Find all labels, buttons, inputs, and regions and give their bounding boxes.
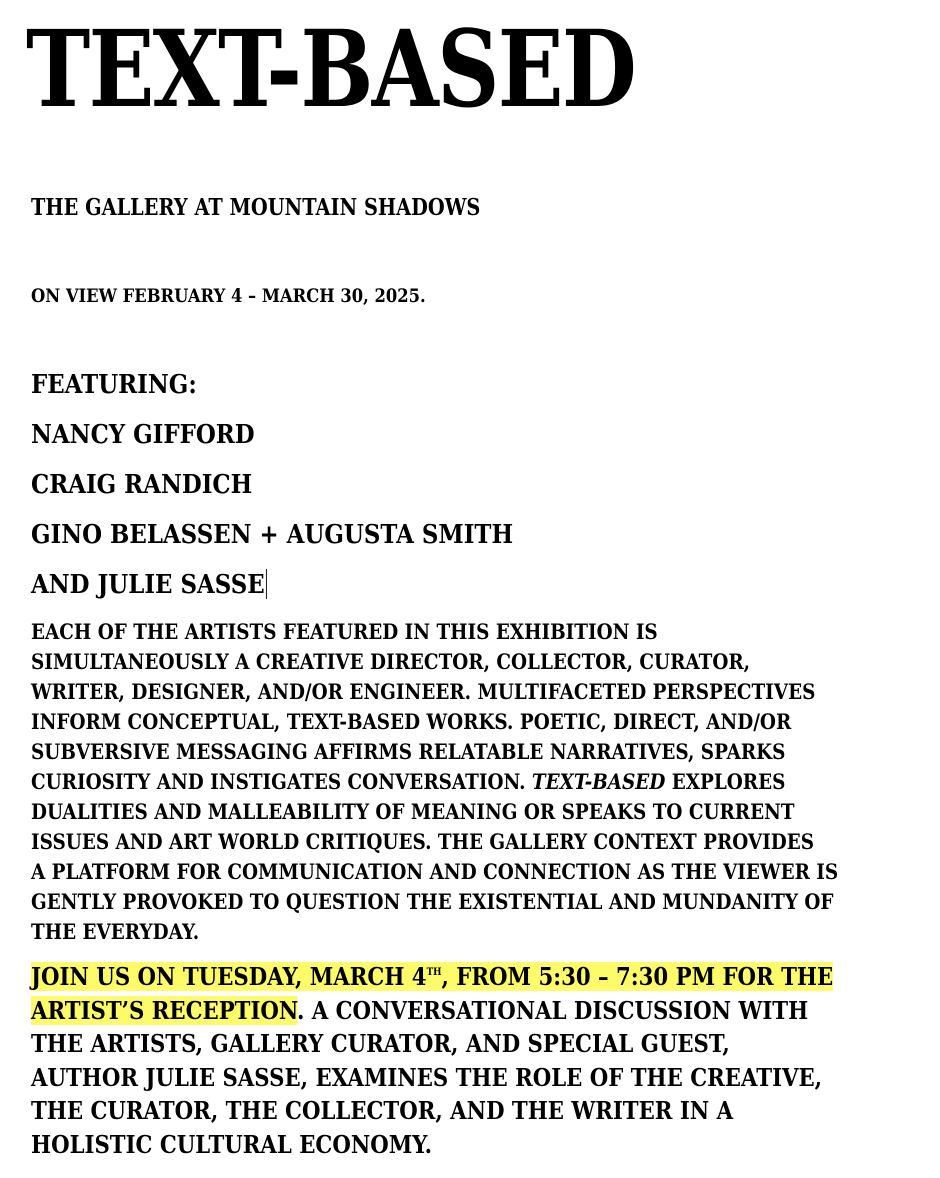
description-line: THE EVERYDAY. bbox=[31, 919, 200, 944]
artist-name-text: AND JULIE SASSE bbox=[31, 570, 265, 600]
highlighted-text bbox=[31, 962, 833, 991]
featuring-heading: FEATURING: bbox=[31, 370, 197, 400]
text-cursor bbox=[266, 569, 267, 599]
artist-name-last bbox=[31, 569, 266, 601]
description-line: A PLATFORM FOR COMMUNICATION AND CONNECTION AS THE VIEWER IS bbox=[31, 859, 839, 884]
exhibition-dates: ON VIEW FEBRUARY 4 – MARCH 30, 2025. bbox=[31, 285, 426, 307]
exhibition-description bbox=[31, 617, 838, 947]
reception-line: THE CURATOR, THE COLLECTOR, AND THE WRITER IN A bbox=[31, 1096, 734, 1125]
reception-text: , FROM 5:30 – 7:30 PM FOR THE bbox=[441, 962, 834, 991]
description-line: DUALITIES AND MALLEABILITY OF MEANING OR SPEAKS TO CURRENT bbox=[31, 799, 795, 824]
description-line: SIMULTANEOUSLY A CREATIVE DIRECTOR, COLLECTOR, CURATOR, bbox=[31, 649, 751, 674]
description-line: GENTLY PROVOKED TO QUESTION THE EXISTENTIAL AND MUNDANITY OF bbox=[31, 889, 834, 914]
description-line: EACH OF THE ARTISTS FEATURED IN THIS EXHIBITION IS bbox=[31, 619, 658, 644]
artist-name: GINO BELASSEN + AUGUSTA SMITH bbox=[31, 520, 514, 550]
ordinal-suffix: TH bbox=[426, 967, 442, 978]
reception-line bbox=[31, 994, 833, 1028]
description-text: EXPLORES bbox=[665, 769, 786, 794]
reception-text: JOIN US ON TUESDAY, MARCH 4 bbox=[31, 962, 427, 991]
reception-line bbox=[31, 960, 833, 994]
description-line bbox=[31, 767, 838, 797]
description-line: ISSUES AND ART WORLD CRITIQUES. THE GALLERY CONTEXT PROVIDES bbox=[31, 829, 815, 854]
description-line: WRITER, DESIGNER, AND/OR ENGINEER. MULTIFACETED PERSPECTIVES bbox=[31, 679, 816, 704]
description-line: INFORM CONCEPTUAL, TEXT-BASED WORKS. POETIC, DIRECT, AND/OR bbox=[31, 709, 792, 734]
description-line: SUBVERSIVE MESSAGING AFFIRMS RELATABLE NARRATIVES, SPARKS bbox=[31, 739, 786, 764]
description-text: CURIOSITY AND INSTIGATES CONVERSATION. bbox=[31, 769, 532, 794]
highlighted-text: ARTIST’S RECEPTION bbox=[31, 995, 297, 1025]
artist-name: NANCY GIFFORD bbox=[31, 420, 255, 450]
reception-line: AUTHOR JULIE SASSE, EXAMINES THE ROLE OF THE CREATIVE, bbox=[31, 1062, 823, 1092]
reception-text: . A CONVERSATIONAL DISCUSSION WITH bbox=[296, 995, 809, 1025]
reception-line: HOLISTIC CULTURAL ECONOMY. bbox=[31, 1129, 433, 1159]
reception-line: THE ARTISTS, GALLERY CURATOR, AND SPECIAL GUEST, bbox=[31, 1029, 730, 1058]
exhibition-title: TEXT-BASED bbox=[26, 6, 636, 132]
venue-name: THE GALLERY AT MOUNTAIN SHADOWS bbox=[31, 194, 481, 221]
exhibition-title-inline: TEXT-BASED bbox=[531, 769, 666, 794]
reception-info bbox=[31, 960, 833, 1161]
artist-name: CRAIG RANDICH bbox=[31, 470, 253, 500]
